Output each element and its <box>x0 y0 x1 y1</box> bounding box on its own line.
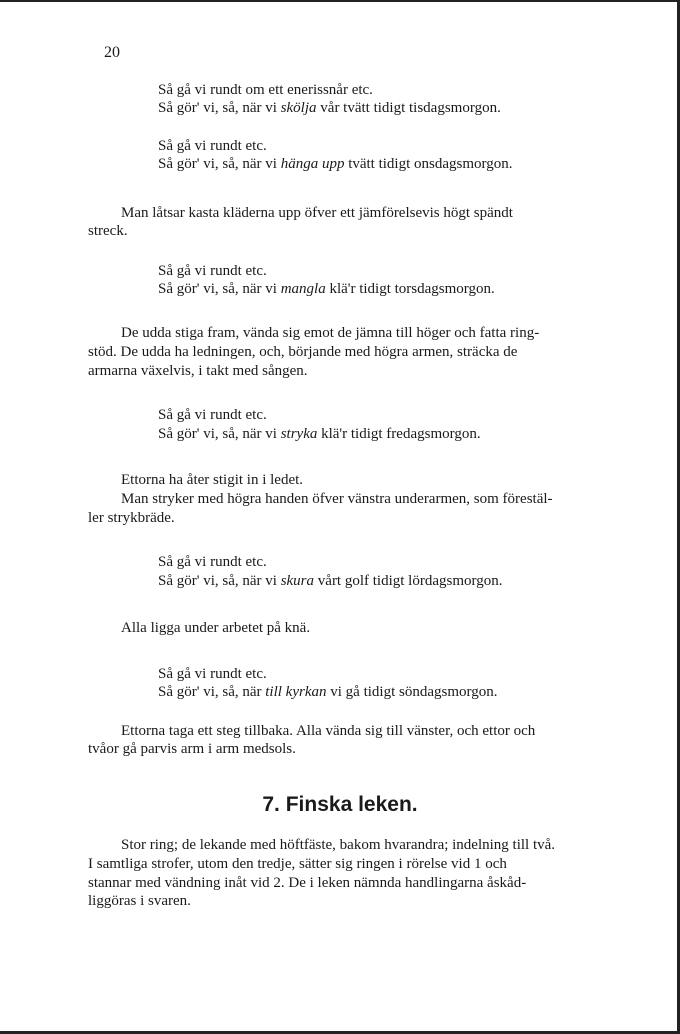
verse-line: Så gör' vi, så, när vi skölja vår tvätt tidigt tisdagsmorgon. <box>158 100 501 116</box>
paragraph-line: Man stryker med högra handen öfver vänstra underarmen, som förestäl- <box>121 491 553 507</box>
verse-emphasis: till kyrkan <box>265 684 327 700</box>
paragraph-line: streck. <box>88 223 128 239</box>
verse-line: Så gå vi rundt etc. <box>158 407 267 423</box>
section-line: Stor ring; de lekande med höftfäste, bakom hvarandra; indelning till två. <box>121 837 556 853</box>
paragraph-line: ler strykbräde. <box>88 510 175 526</box>
verse-line: Så gå vi rundt etc. <box>158 138 267 154</box>
section-line: liggöras i svaren. <box>88 893 191 909</box>
page-border-top <box>0 0 680 2</box>
verse-emphasis: stryka <box>280 426 318 442</box>
paragraph-line: Alla ligga under arbetet på knä. <box>121 620 311 636</box>
verse-line: Så gör' vi, så, när vi mangla klä'r tidigt torsdagsmorgon. <box>158 281 495 297</box>
paragraph-line: De udda stiga fram, vända sig emot de jämna till höger och fatta ring- <box>121 325 540 341</box>
verse-line: Så gör' vi, så, när vi stryka klä'r tidigt fredagsmorgon. <box>158 426 481 442</box>
verse-emphasis: skura <box>280 573 315 589</box>
section-heading: 7. Finska leken. <box>262 793 418 816</box>
section-line: I samtliga strofer, utom den tredje, sätter sig ringen i rörelse vid 1 och <box>88 856 507 872</box>
verse-line: Så gör' vi, så, när vi skura vårt golf tidigt lördagsmorgon. <box>158 573 503 589</box>
verse-line: Så gör' vi, så, när vi hänga upp tvätt tidigt onsdagsmorgon. <box>158 156 513 172</box>
paragraph-line: Ettorna ha åter stigit in i ledet. <box>121 472 304 488</box>
verse-line: Så gå vi rundt etc. <box>158 263 267 279</box>
section-line: stannar med vändning inåt vid 2. De i leken nämnda handlingarna åskåd- <box>88 875 527 891</box>
verse-emphasis: skölja <box>280 100 317 116</box>
verse-line: Så gå vi rundt om ett enerissnår etc. <box>158 82 373 98</box>
verse-emphasis: mangla <box>280 281 326 297</box>
verse-line: Så gå vi rundt etc. <box>158 554 267 570</box>
paragraph-line: tvåor gå parvis arm i arm medsols. <box>88 741 296 757</box>
verse-line: Så gör' vi, så, när till kyrkan vi gå tidigt söndagsmorgon. <box>158 684 498 700</box>
paragraph-line: Ettorna taga ett steg tillbaka. Alla vända sig till vänster, och ettor och <box>121 723 536 739</box>
paragraph-line: Man låtsar kasta kläderna upp öfver ett jämförelsevis högt spändt <box>121 205 513 221</box>
page-number: 20 <box>104 44 120 61</box>
paragraph-line: stöd. De udda ha ledningen, och, börjande med högra armen, sträcka de <box>88 344 518 360</box>
paragraph-line: armarna växelvis, i takt med sången. <box>88 363 308 379</box>
verse-emphasis: hänga upp <box>280 156 345 172</box>
verse-line: Så gå vi rundt etc. <box>158 666 267 682</box>
